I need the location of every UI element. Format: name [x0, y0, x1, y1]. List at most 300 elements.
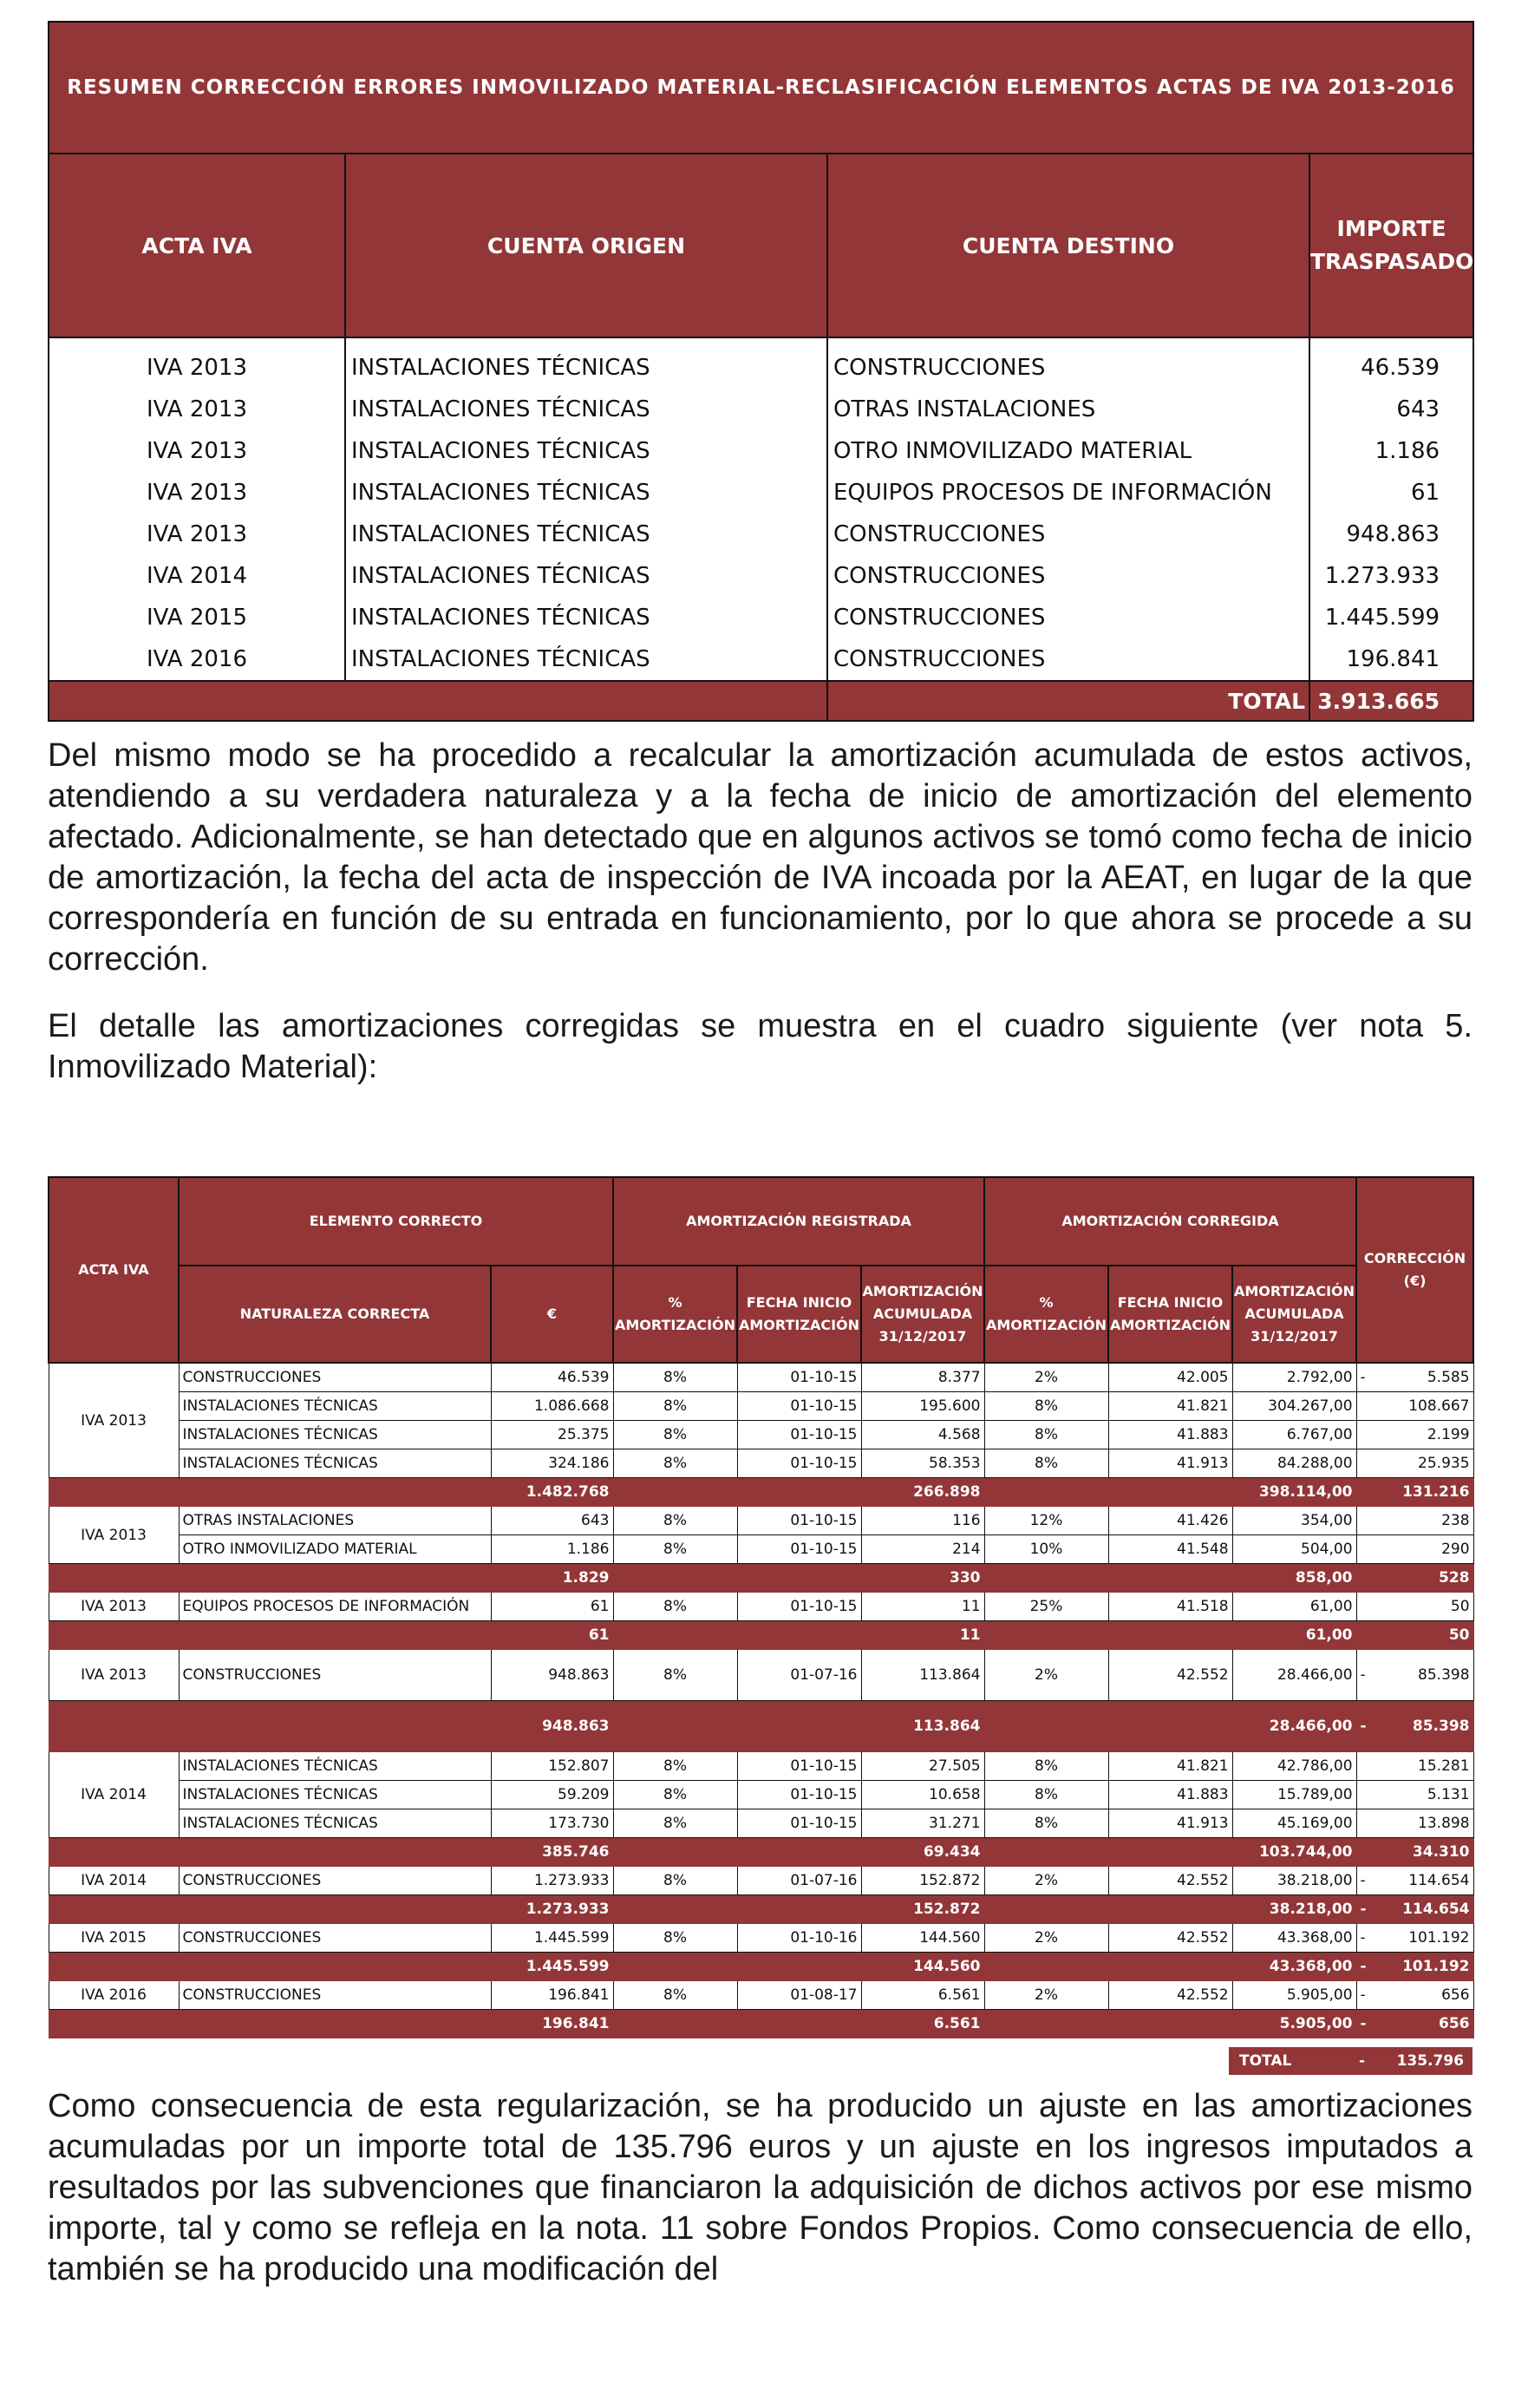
subtotal-spacer [984, 1564, 1232, 1593]
valor-cell: 324.186 [491, 1449, 613, 1478]
acum-corregida-cell: 43.368,00 [1232, 1924, 1356, 1953]
subtotal-valor: 948.863 [491, 1701, 613, 1752]
valor-cell: 152.807 [491, 1752, 613, 1781]
table-row [49, 472, 1473, 514]
naturaleza-cell: CONSTRUCCIONES [179, 1867, 491, 1895]
table-row [49, 1924, 1473, 1953]
subtotal-spacer [613, 1564, 861, 1593]
naturaleza-cell: CONSTRUCCIONES [179, 1981, 491, 2010]
table-row [49, 1392, 1473, 1421]
table2-header-elemento: ELEMENTO CORRECTO [179, 1177, 613, 1266]
subtotal-correccion [1356, 1953, 1473, 1981]
acum-corregida-cell: 28.466,00 [1232, 1650, 1356, 1701]
subtotal-acum-corregida: 858,00 [1232, 1564, 1356, 1593]
fecha-corregida-cell: 41.426 [1108, 1507, 1232, 1535]
naturaleza-cell: INSTALACIONES TÉCNICAS [179, 1421, 491, 1449]
naturaleza-cell: INSTALACIONES TÉCNICAS [179, 1392, 491, 1421]
subtotal-acum-corregida: 38.218,00 [1232, 1895, 1356, 1924]
sign-mark: - [1360, 1929, 1366, 1947]
subtotal-row [49, 2010, 1473, 2038]
destino-cell: CONSTRUCCIONES [827, 337, 1309, 389]
acum-registrada-cell: 27.505 [861, 1752, 984, 1781]
valor-cell: 1.086.668 [491, 1392, 613, 1421]
pct-registrada-cell: 8% [613, 1867, 737, 1895]
subtotal-acum-corregida: 61,00 [1232, 1621, 1356, 1650]
importe-cell: 61 [1309, 472, 1473, 514]
correccion-value: 2.199 [1427, 1426, 1470, 1443]
origen-cell: INSTALACIONES TÉCNICAS [345, 337, 827, 389]
correccion-value: 13.898 [1418, 1815, 1470, 1832]
correccion-cell [1356, 1507, 1473, 1535]
valor-cell: 173.730 [491, 1809, 613, 1838]
fecha-registrada-cell: 01-07-16 [737, 1867, 861, 1895]
acum-registrada-cell: 144.560 [861, 1924, 984, 1953]
table2-grand-total [1229, 2047, 1472, 2075]
acta-cell: IVA 2016 [49, 1981, 179, 2010]
pct-registrada-cell: 8% [613, 1507, 737, 1535]
subtotal-spacer [984, 1621, 1232, 1650]
naturaleza-cell: CONSTRUCCIONES [179, 1650, 491, 1701]
pct-corregida-cell: 10% [984, 1535, 1108, 1564]
correccion-cell [1356, 1981, 1473, 2010]
naturaleza-cell: CONSTRUCCIONES [179, 1924, 491, 1953]
paragraph-detail-intro: El detalle las amortizaciones corregidas se muestra en el cuadro siguiente (ver nota 5. Inmovilizado Material): [48, 1008, 1472, 1085]
table-row [49, 430, 1473, 472]
destino-cell: CONSTRUCCIONES [827, 514, 1309, 555]
pct-corregida-cell: 12% [984, 1507, 1108, 1535]
table2-body [49, 1363, 1473, 2038]
table-row [49, 1650, 1473, 1701]
subtotal-correccion-value: 85.398 [1412, 1718, 1470, 1735]
pct-registrada-cell: 8% [613, 1809, 737, 1838]
fecha-registrada-cell: 01-10-15 [737, 1535, 861, 1564]
pct-registrada-cell: 8% [613, 1752, 737, 1781]
subtotal-acum-corregida: 5.905,00 [1232, 2010, 1356, 2038]
subtotal-row [49, 1478, 1473, 1507]
fecha-corregida-cell: 42.552 [1108, 1981, 1232, 2010]
table2-header-correccion: CORRECCIÓN (€) [1356, 1177, 1473, 1363]
origen-cell: INSTALACIONES TÉCNICAS [345, 555, 827, 597]
fecha-corregida-cell: 42.552 [1108, 1650, 1232, 1701]
correccion-value: 238 [1441, 1512, 1470, 1529]
subtotal-correccion [1356, 1564, 1473, 1593]
subtotal-spacer [984, 2010, 1232, 2038]
fecha-registrada-cell: 01-08-17 [737, 1981, 861, 2010]
table-row [49, 1593, 1473, 1621]
table-row [49, 1449, 1473, 1478]
subtotal-spacer [49, 1838, 491, 1867]
fecha-registrada-cell: 01-10-15 [737, 1593, 861, 1621]
acum-registrada-cell: 31.271 [861, 1809, 984, 1838]
acum-registrada-cell: 116 [861, 1507, 984, 1535]
pct-corregida-cell: 8% [984, 1809, 1108, 1838]
fecha-registrada-cell: 01-10-15 [737, 1363, 861, 1392]
subtotal-spacer [613, 2010, 861, 2038]
correccion-cell [1356, 1535, 1473, 1564]
correccion-value: 101.192 [1408, 1929, 1470, 1947]
origen-cell: INSTALACIONES TÉCNICAS [345, 389, 827, 430]
table-row [49, 638, 1473, 681]
correccion-cell [1356, 1363, 1473, 1392]
pct-corregida-cell: 8% [984, 1752, 1108, 1781]
correccion-value: 85.398 [1418, 1666, 1470, 1684]
table2-header-corregida: AMORTIZACIÓN CORREGIDA [984, 1177, 1356, 1266]
origen-cell: INSTALACIONES TÉCNICAS [345, 597, 827, 638]
sign-mark: - [1360, 1666, 1366, 1684]
acta-cell: IVA 2013 [49, 472, 345, 514]
table2-total-sign: - [1359, 2052, 1366, 2070]
pct-corregida-cell: 8% [984, 1781, 1108, 1809]
subtotal-valor: 1.273.933 [491, 1895, 613, 1924]
pct-registrada-cell: 8% [613, 1449, 737, 1478]
fecha-registrada-cell: 01-10-15 [737, 1752, 861, 1781]
pct-corregida-cell: 2% [984, 1981, 1108, 2010]
pct-registrada-cell: 8% [613, 1363, 737, 1392]
table-row [49, 555, 1473, 597]
subtotal-correccion-value: 50 [1448, 1626, 1470, 1644]
table-row [49, 1363, 1473, 1392]
subtotal-acum-registrada: 152.872 [861, 1895, 984, 1924]
naturaleza-cell: INSTALACIONES TÉCNICAS [179, 1752, 491, 1781]
correccion-value: 108.667 [1408, 1397, 1470, 1415]
table-row [49, 597, 1473, 638]
acta-cell: IVA 2016 [49, 638, 345, 681]
acta-cell: IVA 2013 [49, 337, 345, 389]
subtotal-acum-registrada: 6.561 [861, 2010, 984, 2038]
acta-cell: IVA 2015 [49, 1924, 179, 1953]
naturaleza-cell: INSTALACIONES TÉCNICAS [179, 1809, 491, 1838]
correccion-cell [1356, 1809, 1473, 1838]
acum-corregida-cell: 5.905,00 [1232, 1981, 1356, 2010]
subtotal-acum-registrada: 69.434 [861, 1838, 984, 1867]
valor-cell: 61 [491, 1593, 613, 1621]
pct-registrada-cell: 8% [613, 1650, 737, 1701]
correccion-cell [1356, 1924, 1473, 1953]
acum-corregida-cell: 84.288,00 [1232, 1449, 1356, 1478]
acum-corregida-cell: 61,00 [1232, 1593, 1356, 1621]
acta-cell: IVA 2014 [49, 1867, 179, 1895]
acta-cell: IVA 2013 [49, 1507, 179, 1564]
correccion-value: 50 [1450, 1598, 1470, 1615]
subtotal-spacer [984, 1838, 1232, 1867]
table-row [49, 1507, 1473, 1535]
table-row [49, 1867, 1473, 1895]
table1-header-destino: CUENTA DESTINO [827, 154, 1309, 337]
subtotal-acum-corregida: 28.466,00 [1232, 1701, 1356, 1752]
acum-corregida-cell: 304.267,00 [1232, 1392, 1356, 1421]
subtotal-spacer [49, 2010, 491, 2038]
subtotal-valor: 196.841 [491, 2010, 613, 2038]
naturaleza-cell: INSTALACIONES TÉCNICAS [179, 1781, 491, 1809]
subtotal-spacer [49, 1564, 491, 1593]
table-row [49, 1752, 1473, 1781]
acta-cell: IVA 2015 [49, 597, 345, 638]
table2-header-fecha-registrada: FECHA INICIO AMORTIZACIÓN [737, 1266, 861, 1363]
fecha-corregida-cell: 41.913 [1108, 1809, 1232, 1838]
pct-corregida-cell: 2% [984, 1924, 1108, 1953]
acta-cell: IVA 2013 [49, 1593, 179, 1621]
subtotal-acum-registrada: 144.560 [861, 1953, 984, 1981]
subtotal-row [49, 1564, 1473, 1593]
subtotal-spacer [49, 1895, 491, 1924]
subtotal-spacer [613, 1478, 861, 1507]
acum-corregida-cell: 2.792,00 [1232, 1363, 1356, 1392]
pct-registrada-cell: 8% [613, 1535, 737, 1564]
acta-cell: IVA 2013 [49, 1650, 179, 1701]
acum-corregida-cell: 15.789,00 [1232, 1781, 1356, 1809]
table-row [49, 389, 1473, 430]
correccion-value: 15.281 [1418, 1757, 1470, 1775]
table1-header-importe: IMPORTE TRASPASADO [1309, 154, 1473, 337]
valor-cell: 59.209 [491, 1781, 613, 1809]
acta-cell: IVA 2013 [49, 389, 345, 430]
fecha-corregida-cell: 41.518 [1108, 1593, 1232, 1621]
table2-header-acum-registrada: AMORTIZACIÓN ACUMULADA 31/12/2017 [861, 1266, 984, 1363]
fecha-registrada-cell: 01-10-15 [737, 1449, 861, 1478]
table1-total-row [49, 681, 1473, 721]
pct-registrada-cell: 8% [613, 1593, 737, 1621]
acum-registrada-cell: 214 [861, 1535, 984, 1564]
correccion-value: 25.935 [1418, 1455, 1470, 1472]
acum-registrada-cell: 58.353 [861, 1449, 984, 1478]
reclassification-summary-table [48, 21, 1474, 722]
acum-registrada-cell: 152.872 [861, 1867, 984, 1895]
importe-cell: 1.445.599 [1309, 597, 1473, 638]
sign-mark: - [1360, 1369, 1366, 1386]
subtotal-spacer [613, 1953, 861, 1981]
subtotal-correccion-value: 101.192 [1402, 1958, 1470, 1975]
naturaleza-cell: OTRAS INSTALACIONES [179, 1507, 491, 1535]
importe-cell: 1.273.933 [1309, 555, 1473, 597]
subtotal-spacer [613, 1621, 861, 1650]
table1-title: RESUMEN CORRECCIÓN ERRORES INMOVILIZADO MATERIAL-RECLASIFICACIÓN ELEMENTOS ACTAS DE IVA 2013-2016 [49, 22, 1473, 154]
subtotal-correccion [1356, 1478, 1473, 1507]
fecha-registrada-cell: 01-07-16 [737, 1650, 861, 1701]
valor-cell: 46.539 [491, 1363, 613, 1392]
table2-header-euro: € [491, 1266, 613, 1363]
subtotal-row [49, 1895, 1473, 1924]
table1-header-origen: CUENTA ORIGEN [345, 154, 827, 337]
subtotal-correccion [1356, 1621, 1473, 1650]
correccion-value: 290 [1441, 1541, 1470, 1558]
importe-cell: 1.186 [1309, 430, 1473, 472]
correccion-cell [1356, 1421, 1473, 1449]
table-row [49, 337, 1473, 389]
fecha-corregida-cell: 41.821 [1108, 1392, 1232, 1421]
table-row [49, 1781, 1473, 1809]
acum-registrada-cell: 10.658 [861, 1781, 984, 1809]
paragraph-regularization-consequence: Como consecuencia de esta regularización, se ha producido un ajuste en las amortizaciones acumuladas por un importe total de 135.796 euros y un ajuste en los ingresos imputados a resultados por las subvenciones que financiaron la adquisición de dichos activos por ese mismo importe, tal y como se refleja en la nota. 11 sobre Fondos Propios. Como consecuencia de ello, también se ha producido una modificación del [48, 2088, 1472, 2287]
naturaleza-cell: CONSTRUCCIONES [179, 1363, 491, 1392]
subtotal-correccion [1356, 1701, 1473, 1752]
table2-header-pct-registrada: % AMORTIZACIÓN [613, 1266, 737, 1363]
subtotal-valor: 61 [491, 1621, 613, 1650]
pct-corregida-cell: 2% [984, 1363, 1108, 1392]
naturaleza-cell: INSTALACIONES TÉCNICAS [179, 1449, 491, 1478]
pct-registrada-cell: 8% [613, 1781, 737, 1809]
table-row [49, 1809, 1473, 1838]
pct-registrada-cell: 8% [613, 1924, 737, 1953]
valor-cell: 948.863 [491, 1650, 613, 1701]
acum-corregida-cell: 354,00 [1232, 1507, 1356, 1535]
subtotal-row [49, 1838, 1473, 1867]
pct-registrada-cell: 8% [613, 1392, 737, 1421]
acum-corregida-cell: 45.169,00 [1232, 1809, 1356, 1838]
table2-header-fecha-corregida: FECHA INICIO AMORTIZACIÓN [1108, 1266, 1232, 1363]
sign-mark: - [1360, 2015, 1367, 2032]
correccion-value: 5.585 [1427, 1369, 1470, 1386]
valor-cell: 1.445.599 [491, 1924, 613, 1953]
naturaleza-cell: EQUIPOS PROCESOS DE INFORMACIÓN [179, 1593, 491, 1621]
subtotal-acum-registrada: 330 [861, 1564, 984, 1593]
subtotal-row [49, 1621, 1473, 1650]
destino-cell: CONSTRUCCIONES [827, 597, 1309, 638]
subtotal-spacer [984, 1953, 1232, 1981]
subtotal-valor: 1.445.599 [491, 1953, 613, 1981]
subtotal-spacer [613, 1701, 861, 1752]
destino-cell: EQUIPOS PROCESOS DE INFORMACIÓN [827, 472, 1309, 514]
acta-cell: IVA 2014 [49, 1752, 179, 1838]
pct-corregida-cell: 8% [984, 1392, 1108, 1421]
table2-header-acum-corregida: AMORTIZACIÓN ACUMULADA 31/12/2017 [1232, 1266, 1356, 1363]
fecha-corregida-cell: 42.552 [1108, 1924, 1232, 1953]
subtotal-row [49, 1701, 1473, 1752]
destino-cell: OTRO INMOVILIZADO MATERIAL [827, 430, 1309, 472]
table1-total-value: 3.913.665 [1309, 681, 1473, 721]
acta-cell: IVA 2013 [49, 1363, 179, 1478]
fecha-corregida-cell: 41.913 [1108, 1449, 1232, 1478]
acum-registrada-cell: 195.600 [861, 1392, 984, 1421]
fecha-registrada-cell: 01-10-15 [737, 1781, 861, 1809]
table1-header-acta: ACTA IVA [49, 154, 345, 337]
fecha-corregida-cell: 41.883 [1108, 1781, 1232, 1809]
fecha-registrada-cell: 01-10-15 [737, 1809, 861, 1838]
subtotal-correccion [1356, 2010, 1473, 2038]
acum-registrada-cell: 6.561 [861, 1981, 984, 2010]
importe-cell: 46.539 [1309, 337, 1473, 389]
acum-registrada-cell: 11 [861, 1593, 984, 1621]
valor-cell: 25.375 [491, 1421, 613, 1449]
sign-mark: - [1360, 1986, 1366, 2004]
valor-cell: 1.186 [491, 1535, 613, 1564]
origen-cell: INSTALACIONES TÉCNICAS [345, 430, 827, 472]
subtotal-spacer [49, 1478, 491, 1507]
origen-cell: INSTALACIONES TÉCNICAS [345, 638, 827, 681]
fecha-corregida-cell: 41.548 [1108, 1535, 1232, 1564]
correccion-cell [1356, 1593, 1473, 1621]
correccion-value: 114.654 [1408, 1872, 1470, 1889]
sign-mark: - [1360, 1718, 1367, 1735]
subtotal-acum-registrada: 113.864 [861, 1701, 984, 1752]
origen-cell: INSTALACIONES TÉCNICAS [345, 472, 827, 514]
correccion-value: 656 [1441, 1986, 1470, 2004]
fecha-corregida-cell: 41.883 [1108, 1421, 1232, 1449]
origen-cell: INSTALACIONES TÉCNICAS [345, 514, 827, 555]
acum-registrada-cell: 4.568 [861, 1421, 984, 1449]
table2-header-registrada: AMORTIZACIÓN REGISTRADA [613, 1177, 984, 1266]
acum-corregida-cell: 504,00 [1232, 1535, 1356, 1564]
pct-registrada-cell: 8% [613, 1981, 737, 2010]
sign-mark: - [1360, 1901, 1367, 1918]
destino-cell: CONSTRUCCIONES [827, 638, 1309, 681]
pct-corregida-cell: 8% [984, 1421, 1108, 1449]
table-row [49, 1421, 1473, 1449]
table1-total-label: TOTAL [827, 681, 1309, 721]
subtotal-spacer [49, 1621, 491, 1650]
fecha-corregida-cell: 42.552 [1108, 1867, 1232, 1895]
acum-registrada-cell: 8.377 [861, 1363, 984, 1392]
acum-corregida-cell: 42.786,00 [1232, 1752, 1356, 1781]
subtotal-correccion-value: 528 [1439, 1569, 1470, 1587]
table2-header-pct-corregida: % AMORTIZACIÓN [984, 1266, 1108, 1363]
corrected-amortization-table [48, 1176, 1474, 2038]
fecha-corregida-cell: 42.005 [1108, 1363, 1232, 1392]
correccion-cell [1356, 1781, 1473, 1809]
subtotal-spacer [613, 1895, 861, 1924]
acta-cell: IVA 2013 [49, 514, 345, 555]
subtotal-correccion-value: 114.654 [1402, 1901, 1470, 1918]
table2-header-naturaleza: NATURALEZA CORRECTA [179, 1266, 491, 1363]
naturaleza-cell: OTRO INMOVILIZADO MATERIAL [179, 1535, 491, 1564]
pct-registrada-cell: 8% [613, 1421, 737, 1449]
pct-corregida-cell: 2% [984, 1867, 1108, 1895]
subtotal-spacer [49, 1953, 491, 1981]
pct-corregida-cell: 25% [984, 1593, 1108, 1621]
subtotal-correccion-value: 131.216 [1402, 1483, 1470, 1501]
pct-corregida-cell: 2% [984, 1650, 1108, 1701]
correccion-cell [1356, 1650, 1473, 1701]
importe-cell: 948.863 [1309, 514, 1473, 555]
subtotal-acum-corregida: 398.114,00 [1232, 1478, 1356, 1507]
subtotal-correccion [1356, 1895, 1473, 1924]
subtotal-row [49, 1953, 1473, 1981]
table1-body [49, 337, 1473, 721]
fecha-registrada-cell: 01-10-15 [737, 1392, 861, 1421]
subtotal-acum-registrada: 266.898 [861, 1478, 984, 1507]
paragraph-amortization-recalc: Del mismo modo se ha procedido a recalcular la amortización acumulada de estos activos, atendiendo a su verdadera naturaleza y a la fecha de inicio de amortización del elemento afectado. Adicionalmente, se han detectado que en algunos activos se tomó como fecha de inicio de amortización, la fecha del acta de inspección de IVA incoada por la AEAT, en lugar de la que correspondería en función de su entrada en funcionamiento, por lo que ahora se procede a su corrección. [48, 737, 1472, 978]
subtotal-acum-corregida: 43.368,00 [1232, 1953, 1356, 1981]
table-row [49, 1535, 1473, 1564]
subtotal-spacer [49, 1701, 491, 1752]
correccion-cell [1356, 1867, 1473, 1895]
valor-cell: 1.273.933 [491, 1867, 613, 1895]
acta-cell: IVA 2013 [49, 430, 345, 472]
acta-cell: IVA 2014 [49, 555, 345, 597]
table2-header-acta: ACTA IVA [49, 1177, 179, 1363]
subtotal-valor: 1.829 [491, 1564, 613, 1593]
acum-registrada-cell: 113.864 [861, 1650, 984, 1701]
importe-cell: 196.841 [1309, 638, 1473, 681]
fecha-registrada-cell: 01-10-15 [737, 1507, 861, 1535]
subtotal-spacer [984, 1701, 1232, 1752]
fecha-registrada-cell: 01-10-15 [737, 1421, 861, 1449]
subtotal-correccion-value: 34.310 [1412, 1843, 1470, 1861]
subtotal-spacer [984, 1478, 1232, 1507]
pct-corregida-cell: 8% [984, 1449, 1108, 1478]
fecha-corregida-cell: 41.821 [1108, 1752, 1232, 1781]
correccion-cell [1356, 1392, 1473, 1421]
correccion-cell [1356, 1752, 1473, 1781]
subtotal-spacer [984, 1895, 1232, 1924]
fecha-registrada-cell: 01-10-16 [737, 1924, 861, 1953]
table2-total-label: TOTAL [1239, 2052, 1292, 2070]
valor-cell: 196.841 [491, 1981, 613, 2010]
correccion-cell [1356, 1449, 1473, 1478]
destino-cell: CONSTRUCCIONES [827, 555, 1309, 597]
subtotal-spacer [613, 1838, 861, 1867]
subtotal-correccion-value: 656 [1439, 2015, 1470, 2032]
sign-mark: - [1360, 1872, 1366, 1889]
